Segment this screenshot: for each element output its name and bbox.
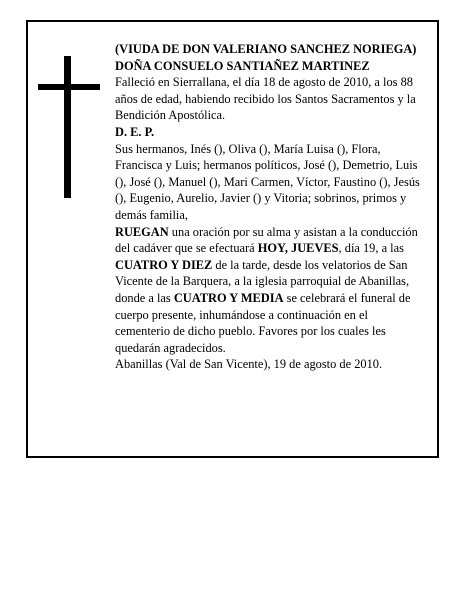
- request-text-2: , día 19, a las: [338, 241, 404, 256]
- request-text-4: se celebrará el funeral de cuerpo presente, inhumándose a continuación en el cementerio de dicho pueblo. Favores por los cuales les quedarán agradecidos.: [115, 290, 411, 355]
- death-info: Falleció en Sierrallana, el día 18 de agosto de 2010, a los 88 años de edad, habiendo recibido los Santos Sacramentos y la Bendición Apostólica.: [115, 75, 416, 123]
- cross-vertical-bar: [64, 56, 71, 198]
- place-date: Abanillas (Val de San Vicente), 19 de agosto de 2010.: [115, 357, 383, 372]
- obituary-notice: [26, 20, 439, 458]
- obituary-text: [115, 41, 423, 373]
- conduction-time: CUATRO Y DIEZ: [115, 257, 213, 272]
- rip-line: D. E. P.: [115, 124, 155, 139]
- hoy-jueves: HOY, JUEVES: [257, 241, 339, 256]
- cross-horizontal-bar: [38, 84, 100, 90]
- family-list: Sus hermanos, Inés (), Oliva (), María Luisa (), Flora, Francisca y Luis; hermanos políticos, José (), Demetrio, Luis (), José (), Manuel (), Mari Carmen, Víctor, Faustino (), Jesús (), Eugenio, Aurelio, Javier () y Vitoria; sobrinos, primos y demás familia,: [115, 141, 420, 222]
- cross-icon: [38, 56, 100, 198]
- funeral-request: [115, 224, 423, 357]
- request-text-3: de la tarde, desde los velatorios de San Vicente de la Barquera, a la iglesia parroquial de Abanillas, donde a las: [115, 257, 410, 305]
- ruegan-word: RUEGAN: [115, 224, 169, 239]
- deceased-name: DOÑA CONSUELO SANTIAÑEZ MARTINEZ: [115, 58, 370, 73]
- request-text-1: una oración por su alma y asistan a la conducción del cadáver que se efectuará: [115, 224, 418, 256]
- widow-line: (VIUDA DE DON VALERIANO SANCHEZ NORIEGA): [115, 42, 417, 56]
- funeral-time: CUATRO Y MEDIA: [173, 290, 284, 305]
